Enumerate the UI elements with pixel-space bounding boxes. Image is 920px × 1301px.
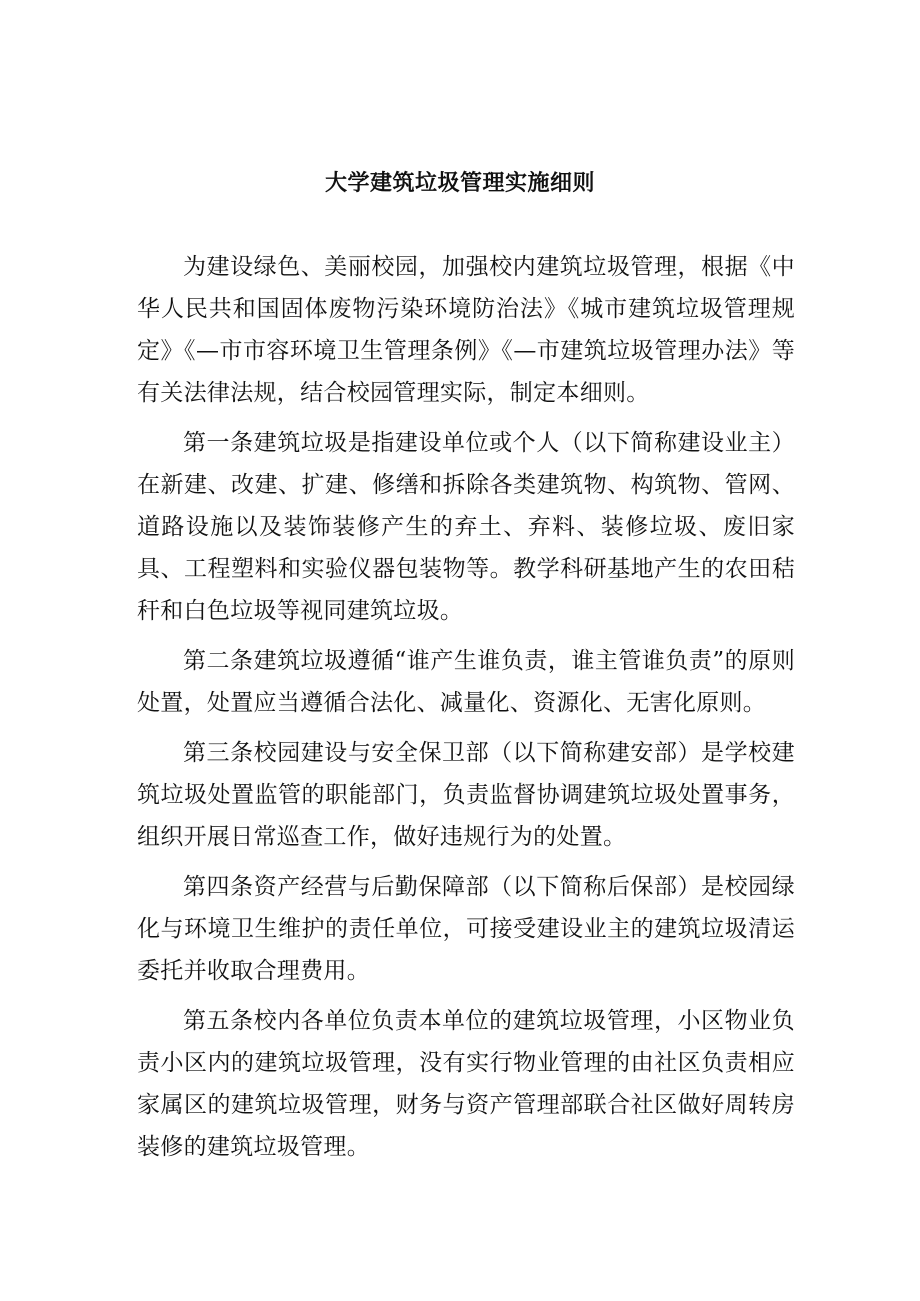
paragraph-article-5: 第五条校内各单位负责本单位的建筑垃圾管理，小区物业负责小区内的建筑垃圾管理，没有实行物业管理的由社区负责相应家属区的建筑垃圾管理，财务与资产管理部联合社区做好周转房装修的建筑垃圾管理。 (137, 1008, 795, 1160)
paragraph-article-2: 第二条建筑垃圾遵循“谁产生谁负责，谁主管谁负责”的原则处置，处置应当遵循合法化、减量化、资源化、无害化原则。 (137, 648, 795, 716)
document-title: 大学建筑垃圾管理实施细则 (324, 170, 595, 196)
paragraph-article-4: 第四条资产经营与后勤保障部（以下简称后保部）是校园绿化与环境卫生维护的责任单位，可接受建设业主的建筑垃圾清运委托并收取合理费用。 (137, 874, 795, 984)
paragraph-preamble: 为建设绿色、美丽校园，加强校内建筑垃圾管理，根据《中华人民共和国固体废物污染环境防治法》《城市建筑垃圾管理规定》《—市市容环境卫生管理条例》《—市建筑垃圾管理办法》等有关法律法规，结合校园管理实际，制定本细则。 (137, 254, 795, 406)
document-body (137, 246, 795, 1176)
paragraph-article-1: 第一条建筑垃圾是指建设单位或个人（以下简称建设业主）在新建、改建、扩建、修缮和拆除各类建筑物、构筑物、管网、道路设施以及装饰装修产生的弃土、弃料、装修垃圾、废旧家具、工程塑料和实验仪器包装物等。教学科研基地产生的农田秸秆和白色垃圾等视同建筑垃圾。 (137, 430, 795, 624)
paragraph-article-3: 第三条校园建设与安全保卫部（以下简称建安部）是学校建筑垃圾处置监管的职能部门，负责监督协调建筑垃圾处置事务，组织开展日常巡查工作，做好违规行为的处置。 (137, 740, 795, 850)
